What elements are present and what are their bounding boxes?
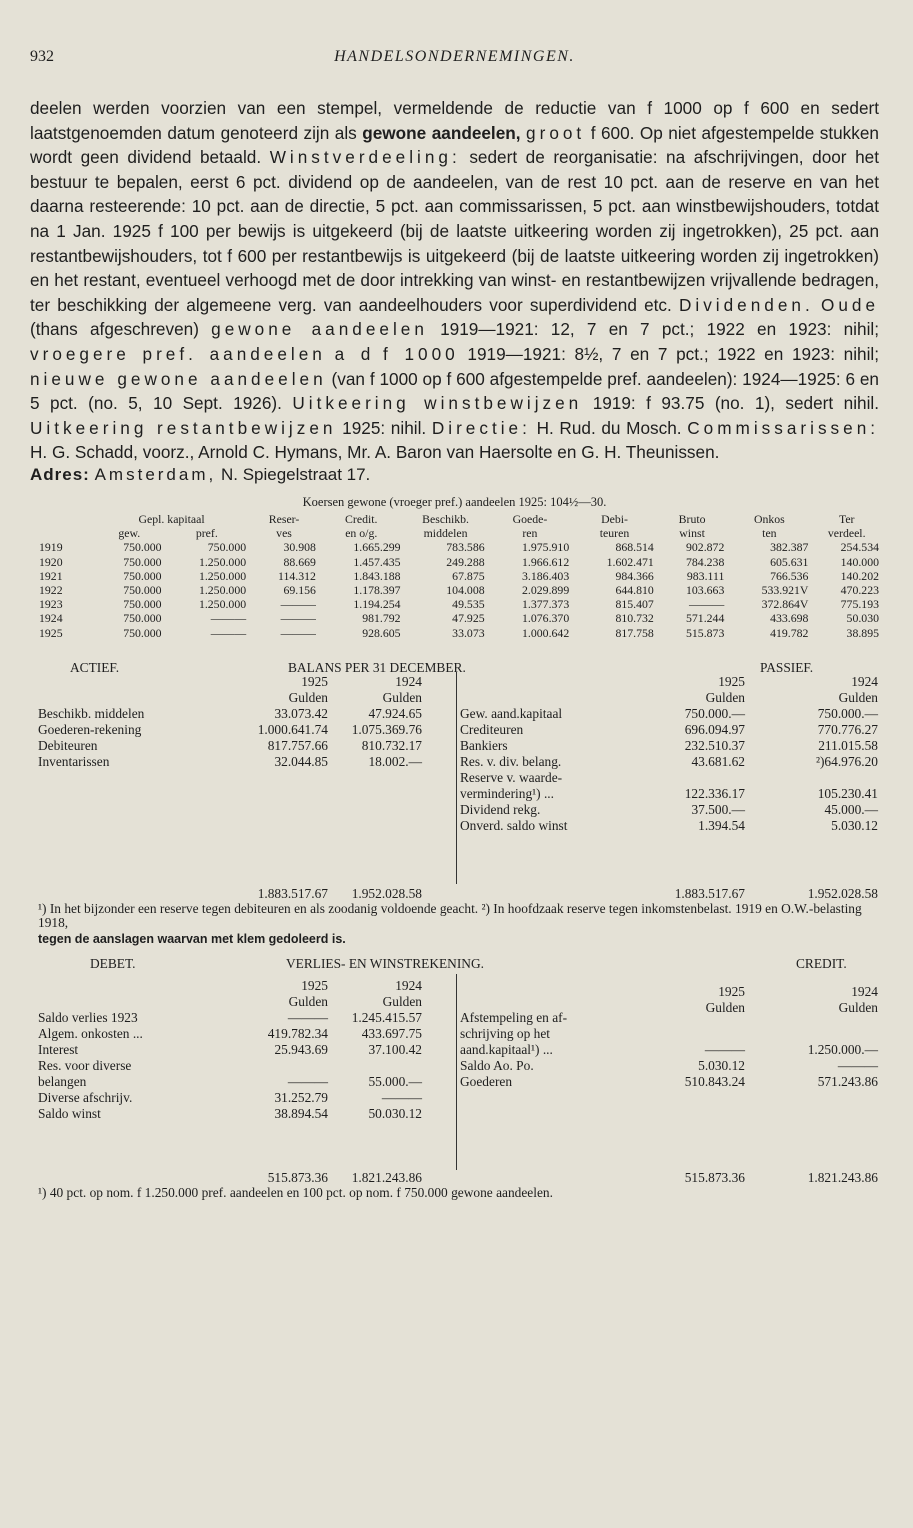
- table-cell: 372.864V: [761, 597, 809, 612]
- passief-total-1924: 1.952.028.58: [807, 885, 878, 901]
- header-cell: Reser-: [268, 511, 300, 526]
- financial-history-table: [36, 512, 882, 640]
- table-row: [36, 569, 882, 583]
- section-label-dividenden: Dividenden.: [678, 294, 814, 315]
- actief-total-1924: 1.952.028.58: [351, 885, 422, 901]
- debet-row-value-1924: 37.100.42: [368, 1041, 422, 1057]
- year-1925-header: 1925: [301, 673, 328, 689]
- table-cell: 984.366: [615, 568, 654, 583]
- table-cell: 981.792: [362, 611, 401, 626]
- passief-row-value-1924: ²)64.976.20: [815, 753, 878, 769]
- page-number: 932: [30, 48, 54, 65]
- year-cell: 1919: [39, 540, 63, 555]
- section-label-directie: Directie:: [431, 417, 531, 438]
- passief-row-label: Crediteuren: [460, 721, 524, 737]
- debet-row-label: Saldo verlies 1923: [38, 1009, 138, 1025]
- year-cell: 1922: [39, 582, 63, 597]
- spaced-term: gewone aandeelen: [211, 319, 428, 340]
- text-line: (thans afgeschreven): [30, 319, 199, 340]
- table-cell: 750.000: [123, 582, 162, 597]
- unit-header: Gulden: [288, 993, 328, 1009]
- table-cell: 1.966.612: [522, 554, 570, 569]
- actief-row-label: Inventarissen: [38, 753, 110, 769]
- year-1925-header: 1925: [718, 673, 745, 689]
- year-cell: 1921: [39, 568, 63, 583]
- passief-row-value-1925: 122.336.17: [684, 785, 745, 801]
- table-cell: 433.698: [770, 611, 809, 626]
- actief-heading: ACTIEF.: [70, 659, 120, 675]
- debet-row-value-1925: 25.943.69: [274, 1041, 328, 1057]
- table-cell: ———: [210, 625, 247, 640]
- table-cell: ———: [280, 611, 316, 626]
- debet-row-value-1924: 55.000.—: [368, 1073, 422, 1089]
- table-cell: 750.000: [123, 568, 162, 583]
- credit-row-value-1925: 5.030.12: [698, 1057, 745, 1073]
- table-cell: 1.602.471: [606, 554, 654, 569]
- header-cell: ves: [276, 526, 292, 541]
- actief-row-label: Beschikb. middelen: [38, 705, 145, 721]
- table-cell: 67.875: [452, 568, 485, 583]
- debet-row-label: Interest: [38, 1041, 79, 1057]
- header-cell: [36, 512, 94, 526]
- table-cell: 775.193: [840, 597, 879, 612]
- header-cell: gew.: [118, 526, 141, 541]
- table-cell: 30.908: [283, 540, 316, 555]
- debet-row-value-1924: 433.697.75: [361, 1025, 422, 1041]
- table-header-row: [36, 526, 882, 540]
- profit-loss-account: [30, 974, 879, 1274]
- unit-header: Gulden: [288, 689, 328, 705]
- passief-row-value-1924: 5.030.12: [831, 817, 878, 833]
- table-cell: 419.782: [770, 625, 809, 640]
- table-cell: 50.030: [846, 611, 879, 626]
- table-cell: 1.076.370: [522, 611, 570, 626]
- header-cell: teuren: [599, 526, 630, 541]
- table-cell: 605.631: [770, 554, 809, 569]
- year-cell: 1920: [39, 554, 63, 569]
- column-divider: [456, 672, 457, 884]
- credit-row-label: Afstempeling en af-: [460, 1009, 568, 1025]
- year-1925-header: 1925: [301, 977, 328, 993]
- debet-row-value-1925: ———: [287, 1009, 328, 1025]
- table-cell: 254.534: [840, 540, 879, 555]
- credit-row-label: aand.kapitaal¹) ...: [460, 1041, 553, 1057]
- spaced-term: groot: [526, 122, 586, 143]
- table-cell: 533.921V: [761, 582, 809, 597]
- header-cell: Ter: [838, 511, 855, 526]
- debet-row-value-1925: 419.782.34: [267, 1025, 328, 1041]
- debet-row-value-1924: ———: [381, 1089, 422, 1105]
- debet-total-1924: 1.821.243.86: [351, 1169, 422, 1185]
- passief-total-1925: 1.883.517.67: [674, 885, 745, 901]
- table-row: [36, 626, 882, 640]
- table-cell: 1.665.299: [353, 540, 401, 555]
- unit-header: Gulden: [382, 689, 422, 705]
- credit-row-value-1924: 571.243.86: [817, 1073, 878, 1089]
- table-cell: 249.288: [446, 554, 485, 569]
- credit-heading: CREDIT.: [796, 955, 847, 971]
- table-cell: 2.029.899: [522, 582, 570, 597]
- text-line: 1925: nihil.: [342, 417, 427, 438]
- spaced-term: nieuwe gewone aandeelen: [30, 368, 327, 389]
- table-cell: 1.975.910: [522, 540, 570, 555]
- header-cell: ren: [522, 526, 538, 541]
- actief-row-value-1925: 817.757.66: [267, 737, 328, 753]
- table-row: [36, 540, 882, 554]
- debet-row-value-1925: 38.894.54: [274, 1105, 328, 1121]
- header-cell: Debi-: [601, 511, 628, 526]
- table-cell: 902.872: [686, 540, 725, 555]
- unit-header: Gulden: [838, 689, 878, 705]
- debet-row-value-1925: ———: [287, 1073, 328, 1089]
- table-cell: ———: [280, 597, 316, 612]
- address-city: Amsterdam,: [94, 464, 217, 484]
- pl-footnote: ¹) 40 pct. op nom. f 1.250.000 pref. aandeelen en 100 pct. op nom. f 750.000 gewone aandeelen.: [38, 1184, 553, 1200]
- table-cell: 47.925: [452, 611, 485, 626]
- table-cell: 1.843.188: [353, 568, 401, 583]
- column-divider: [456, 974, 457, 1170]
- table-cell: ———: [280, 625, 316, 640]
- table-cell: 470.223: [840, 582, 879, 597]
- table-cell: 750.000: [123, 540, 162, 555]
- table-row: [36, 597, 882, 611]
- text-line: 1919: f 93.75 (no. 1), sedert nihil.: [592, 393, 879, 414]
- table-cell: 1.250.000: [198, 582, 247, 597]
- table-cell: 33.073: [452, 625, 485, 640]
- credit-row-label: Saldo Ao. Po.: [460, 1057, 534, 1073]
- credit-row-label: Goederen: [460, 1073, 513, 1089]
- header-cell: ten: [762, 526, 777, 541]
- spaced-term: Uitkeering restantbewijzen: [30, 417, 337, 438]
- table-cell: 815.407: [615, 597, 654, 612]
- credit-total-1925: 515.873.36: [684, 1169, 745, 1185]
- header-cell: Bruto: [678, 511, 706, 526]
- actief-row-label: Debiteuren: [38, 737, 98, 753]
- passief-row-label: Res. v. div. belang.: [460, 753, 562, 769]
- company-description: [30, 96, 879, 465]
- table-cell: 69.156: [283, 582, 316, 597]
- bold-term: gewone aandeelen,: [362, 122, 521, 143]
- section-label-commissarissen: Commissarissen:: [687, 417, 880, 438]
- running-title: HANDELSONDERNEMINGEN.: [334, 48, 575, 65]
- year-cell: 1924: [39, 611, 63, 626]
- passief-heading: PASSIEF.: [760, 659, 814, 675]
- debet-row-label: Algem. onkosten ...: [38, 1025, 143, 1041]
- year-1924-header: 1924: [851, 983, 878, 999]
- passief-row-value-1924: 105.230.41: [817, 785, 878, 801]
- spaced-term: Uitkeering winstbewijzen: [292, 393, 583, 414]
- actief-total-1925: 1.883.517.67: [257, 885, 328, 901]
- debet-row-label: Res. voor diverse: [38, 1057, 132, 1073]
- text-line: 1919—1921: 8½, 7 en 7 pct.; 1922 en 1923: nihil;: [467, 343, 880, 364]
- actief-row-value-1924: 1.075.369.76: [351, 721, 422, 737]
- passief-row-label: Bankiers: [460, 737, 508, 753]
- header-cell: [36, 526, 94, 540]
- header-cell: Beschikb.: [422, 511, 470, 526]
- table-cell: 3.186.403: [522, 568, 570, 583]
- balance-footnote-continued: tegen de aanslagen waarvan met klem gedoleerd is.: [38, 931, 346, 946]
- table-cell: 750.000: [207, 540, 247, 555]
- header-cell: middelen: [423, 526, 468, 541]
- table-cell: ———: [210, 611, 247, 626]
- table-cell: ———: [688, 597, 725, 612]
- table-cell: 784.238: [686, 554, 725, 569]
- text-line: f 600. Op niet afgestempelde stukken wordt geen dividend betaald.: [30, 122, 879, 168]
- passief-row-value-1925: 750.000.—: [684, 705, 745, 721]
- address-line: [30, 465, 879, 485]
- table-cell: 750.000: [123, 611, 162, 626]
- passief-row-value-1925: 37.500.—: [691, 801, 745, 817]
- year-cell: 1925: [39, 625, 63, 640]
- actief-row-value-1925: 33.073.42: [274, 705, 328, 721]
- table-body: [36, 540, 882, 639]
- table-cell: 515.873: [686, 625, 725, 640]
- table-cell: 38.895: [846, 625, 879, 640]
- table-cell: 783.586: [446, 540, 485, 555]
- table-cell: 1.250.000: [198, 597, 247, 612]
- table-cell: 1.377.373: [522, 597, 570, 612]
- passief-row-label: Reserve v. waarde-: [460, 769, 563, 785]
- table-cell: 382.387: [770, 540, 809, 555]
- debet-row-label: Diverse afschrijv.: [38, 1089, 133, 1105]
- header-cell: Credit.: [345, 511, 378, 526]
- pl-title: VERLIES- EN WINSTREKENING.: [286, 955, 484, 971]
- unit-header: Gulden: [382, 993, 422, 1009]
- table-cell: 140.000: [840, 554, 879, 569]
- spaced-term: a d: [334, 343, 375, 364]
- table-cell: 104.008: [446, 582, 485, 597]
- table-cell: 810.732: [615, 611, 654, 626]
- passief-row-value-1925: 696.094.97: [684, 721, 745, 737]
- table-cell: 1.194.254: [353, 597, 401, 612]
- table-row: [36, 555, 882, 569]
- table-cell: 114.312: [278, 568, 316, 583]
- table-row: [36, 583, 882, 597]
- table-cell: 750.000: [123, 625, 162, 640]
- passief-row-value-1925: 43.681.62: [691, 753, 745, 769]
- text-line: H. Rud. du Mosch.: [536, 417, 682, 438]
- credit-row-value-1925: ———: [704, 1041, 745, 1057]
- header-cell: Onkos: [753, 511, 785, 526]
- table-cell: 817.758: [615, 625, 654, 640]
- passief-row-value-1924: 770.776.27: [817, 721, 878, 737]
- balance-title: BALANS PER 31 DECEMBER.: [288, 659, 466, 675]
- passief-row-value-1924: 211.015.58: [818, 737, 878, 753]
- table-cell: 766.536: [770, 568, 809, 583]
- actief-row-value-1925: 1.000.641.74: [257, 721, 328, 737]
- table-cell: 644.810: [615, 582, 654, 597]
- table-cell: 1.250.000: [198, 568, 247, 583]
- table-cell: 1.250.000: [198, 554, 247, 569]
- year-1924-header: 1924: [851, 673, 878, 689]
- table-cell: 1.000.642: [522, 625, 570, 640]
- text-line: deelen werden voorzien van een stempel, vermeldende de reductie van: [30, 98, 636, 118]
- text-line: f 1000 op f 600 en sedert laatstgenoemden datum genoteerd zijn als: [30, 98, 879, 143]
- header-cell: verdeel.: [827, 526, 866, 541]
- spaced-term: Oude: [820, 294, 879, 315]
- table-row: [36, 611, 882, 625]
- header-cell: Goede-: [512, 511, 548, 526]
- table-cell: 49.535: [452, 597, 485, 612]
- year-1924-header: 1924: [395, 977, 422, 993]
- debet-row-label: Saldo winst: [38, 1105, 101, 1121]
- unit-header: Gulden: [838, 999, 878, 1015]
- table-cell: 571.244: [686, 611, 725, 626]
- table-cell: 1.457.435: [353, 554, 401, 569]
- address-street: N. Spiegelstraat 17.: [220, 464, 371, 484]
- unit-header: Gulden: [705, 689, 745, 705]
- actief-row-value-1924: 18.002.—: [368, 753, 422, 769]
- actief-row-label: Goederen-rekening: [38, 721, 142, 737]
- year-1925-header: 1925: [718, 983, 745, 999]
- balance-footnote: ¹) In het bijzonder een reserve tegen debiteuren en als zoodanig voldoende geacht. ²) In hoofdzaak reserve tegen inkomstenbelast. 1919 en O.W.-belasting 1918,: [38, 900, 862, 930]
- passief-row-label: Dividend rekg.: [460, 801, 541, 817]
- actief-row-value-1924: 810.732.17: [361, 737, 422, 753]
- passief-row-value-1925: 1.394.54: [698, 817, 745, 833]
- page-header: [30, 48, 879, 80]
- table-cell: 750.000: [123, 554, 162, 569]
- balance-sheet: [30, 660, 879, 1020]
- debet-row-value-1925: 31.252.79: [274, 1089, 328, 1105]
- year-cell: 1923: [39, 597, 63, 612]
- text-line: 1919—1921: 12, 7 en 7 pct.; 1922 en 1923: nihil;: [440, 319, 879, 340]
- table-cell: 868.514: [615, 540, 654, 555]
- debet-row-value-1924: 50.030.12: [368, 1105, 422, 1121]
- address-label: Adres:: [30, 464, 90, 484]
- table-cell: 928.605: [362, 625, 401, 640]
- passief-row-value-1925: 232.510.37: [684, 737, 745, 753]
- passief-row-label: Onverd. saldo winst: [460, 817, 568, 833]
- passief-row-label: Gew. aand.kapitaal: [460, 705, 563, 721]
- header-cell: Gepl. kapitaal: [138, 511, 205, 526]
- actief-row-value-1924: 47.924.65: [368, 705, 422, 721]
- table-cell: 750.000: [123, 597, 162, 612]
- spaced-term: f 1000: [383, 343, 459, 364]
- koersen-title: Koersen gewone (vroeger pref.) aandeelen 1925: 104½—30.: [302, 494, 607, 509]
- table-cell: 983.111: [686, 568, 725, 583]
- header-cell: pref.: [195, 526, 218, 541]
- table-cell: 103.663: [686, 582, 725, 597]
- text-line: H. G. Schadd, voorz., Arnold C. Hymans, Mr. A. Baron van Haersolte en G. H. Theunissen.: [30, 442, 720, 463]
- passief-row-value-1924: 45.000.—: [824, 801, 878, 817]
- debet-row-value-1924: 1.245.415.57: [351, 1009, 422, 1025]
- year-1924-header: 1924: [395, 673, 422, 689]
- header-cell: winst: [679, 526, 705, 541]
- unit-header: Gulden: [705, 999, 745, 1015]
- table-cell: 1.178.397: [353, 582, 401, 597]
- table-header-row: [36, 512, 882, 526]
- debet-row-label: belangen: [38, 1073, 87, 1089]
- table-cell: 140.202: [840, 568, 879, 583]
- section-label-winstverdeeling: Winstverdeeling:: [269, 147, 461, 168]
- header-cell: en o/g.: [345, 526, 378, 541]
- table-cell: 88.669: [283, 554, 316, 569]
- debet-total-1925: 515.873.36: [267, 1169, 328, 1185]
- debet-heading: DEBET.: [90, 955, 136, 971]
- actief-row-value-1925: 32.044.85: [274, 753, 328, 769]
- credit-row-value-1924: 1.250.000.—: [807, 1041, 878, 1057]
- credit-row-value-1924: ———: [837, 1057, 878, 1073]
- spaced-term: vroegere pref. aandeelen: [30, 343, 326, 364]
- text-line: (van f 1000 op f 600 afgestempelde pref. aandeelen): 1924—1925: 6 en 5 pct. (no. 5, 10 Sept. 1926).: [30, 368, 879, 414]
- passief-row-value-1924: 750.000.—: [817, 705, 878, 721]
- text-winstverdeeling: sedert de reorganisatie: na afschrijvingen, door het bestuur te bepalen, eerst 6 pct. dividend op de aandeelen, van de rest 10 pct. aan de reserve en van het daarna resteerende: 10 pct. aan de directie, 5 pct. aan commissarissen, 5 pct. aan winstbewijshouders, totdat na 1 Jan. 1925 f 100 per bewijs is uitgekeerd (bij de laatste uitkeering worden zij ingetrokken), 25 pct. aan restantbewijshouders, tot f 600 per restantbewijs is uitgekeerd (bij de laatste uitkeering worden zij ingetrokken) en het restant, eventueel verhoogd met de door intrekking van winst- en restantbewijzen vrijvallende bedragen, ter beschikking der algemeene verg. van aandeelhouders voor superdividend etc.: [30, 147, 879, 315]
- passief-row-label: vermindering¹) ...: [460, 785, 555, 801]
- credit-total-1924: 1.821.243.86: [807, 1169, 878, 1185]
- credit-row-value-1925: 510.843.24: [684, 1073, 745, 1089]
- credit-row-label: schrijving op het: [460, 1025, 551, 1041]
